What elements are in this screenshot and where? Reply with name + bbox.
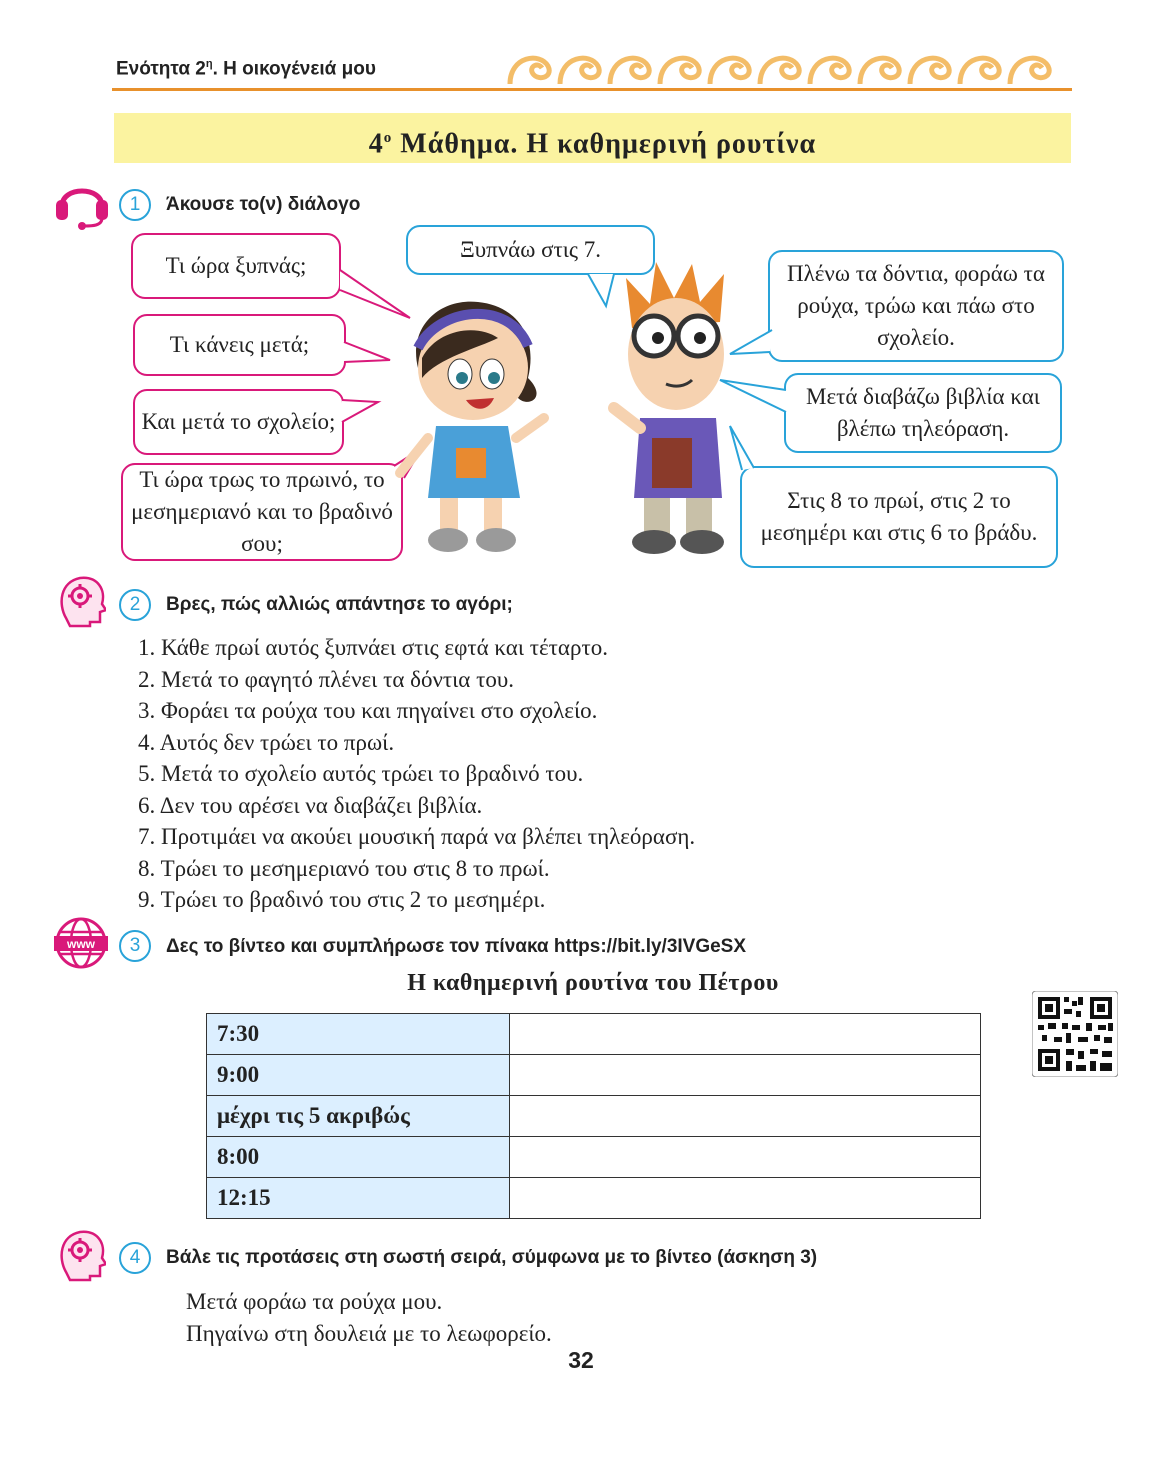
unit-rest: . Η οικογένειά μου	[212, 58, 376, 80]
answer-cell[interactable]	[510, 1014, 981, 1055]
lesson-title-text: Μάθημα. Η καθημερινή ρουτίνα	[392, 128, 817, 160]
task3-instruction: Δες το βίντεο και συμπλήρωσε τον πίνακα https://bit.ly/3IVGeSX	[166, 936, 747, 957]
www-globe-icon	[54, 916, 108, 970]
answer-cell[interactable]	[510, 1096, 981, 1137]
unit-sup: η	[205, 58, 213, 70]
table-row	[207, 1137, 981, 1178]
lesson-number-sup: ο	[383, 130, 393, 146]
boy-bubble-1: Ξυπνάω στις 7.	[406, 225, 655, 275]
girl-illustration	[378, 288, 558, 568]
order-sentence-2: Πηγαίνω στη δουλειά με το λεωφορείο.	[186, 1321, 552, 1346]
time-cell: 9:00	[207, 1055, 510, 1096]
head-gear-icon	[56, 1228, 106, 1282]
page-number: 32	[568, 1347, 594, 1373]
routine-table	[206, 1013, 981, 1219]
girl-bubble-4: Τι ώρα τρως το πρωινό, το μεσημεριανό και το βραδινό σου;	[121, 463, 403, 561]
time-cell: μέχρι τις 5 ακριβώς	[207, 1096, 510, 1137]
greek-key-wave-decoration	[500, 46, 1072, 88]
table-row	[207, 1055, 981, 1096]
boy-bubble-4: Στις 8 το πρωί, στις 2 το μεσημέρι και στις 6 το βράδυ.	[740, 466, 1058, 568]
task1-instruction: Άκουσε το(ν) διάλογο	[166, 194, 361, 215]
table-row	[207, 1178, 981, 1219]
list-item: 5. Μετά το σχολείο αυτός τρώει το βραδινό του.	[138, 761, 584, 786]
list-item: 8. Τρώει το μεσημεριανό του στις 8 το πρωί.	[138, 855, 550, 881]
list-item: 7. Προτιμάει να ακούει μουσική παρά να βλέπει τηλεόραση.	[138, 824, 696, 849]
list-item: 9. Τρώει το βραδινό του στις 2 το μεσημέρι.	[138, 887, 546, 912]
unit-prefix: Ενότητα 2	[116, 58, 206, 80]
task-number-4: 4	[119, 1242, 151, 1274]
task-number-2: 2	[119, 589, 151, 621]
list-item: 3. Φοράει τα ρούχα του και πηγαίνει στο σχολείο.	[138, 698, 598, 723]
task-number-1: 1	[119, 189, 151, 221]
answer-cell[interactable]	[510, 1055, 981, 1096]
boy-bubble-2: Πλένω τα δόντια, φοράω τα ρούχα, τρώω και πάω στο σχολείο.	[768, 250, 1064, 362]
head-gear-icon	[56, 574, 106, 628]
list-item: 1. Κάθε πρωί αυτός ξυπνάει στις εφτά και τέταρτο.	[138, 635, 608, 660]
girl-bubble-2: Τι κάνεις μετά;	[133, 314, 346, 376]
order-sentence-1: Μετά φοράω τα ρούχα μου.	[186, 1289, 443, 1314]
sentence-list	[138, 632, 695, 916]
boy-bubble-3: Μετά διαβάζω βιβλία και βλέπω τηλεόραση.	[784, 373, 1062, 453]
boy-illustration	[596, 258, 766, 568]
list-item: 2. Μετά το φαγητό πλένει τα δόντια του.	[138, 666, 514, 692]
list-item: 4. Αυτός δεν τρώει το πρωί.	[138, 729, 395, 755]
lesson-title	[114, 113, 1071, 169]
lesson-number: 4	[368, 128, 384, 160]
lesson-banner	[114, 113, 1071, 163]
table-title: Η καθημερινή ρουτίνα του Πέτρου	[407, 970, 779, 996]
answer-cell[interactable]	[510, 1178, 981, 1219]
list-item: 6. Δεν του αρέσει να διαβάζει βιβλία.	[138, 792, 483, 818]
answer-cell[interactable]	[510, 1137, 981, 1178]
time-cell: 12:15	[207, 1178, 510, 1219]
time-cell: 7:30	[207, 1014, 510, 1055]
svg-text:www: www	[66, 937, 96, 951]
task4-instruction: Βάλε τις προτάσεις στη σωστή σειρά, σύμφωνα με το βίντεο (άσκηση 3)	[166, 1247, 818, 1268]
task2-instruction: Βρες, πώς αλλιώς απάντησε το αγόρι;	[166, 594, 513, 615]
girl-bubble-3: Και μετά το σχολείο;	[133, 389, 344, 455]
girl-bubble-1: Τι ώρα ξυπνάς;	[131, 233, 341, 299]
task-number-3: 3	[119, 930, 151, 962]
time-cell: 8:00	[207, 1137, 510, 1178]
headphones-icon	[54, 176, 110, 230]
header-rule	[112, 88, 1072, 91]
table-row	[207, 1014, 981, 1055]
table-row	[207, 1096, 981, 1137]
unit-title	[116, 58, 376, 80]
qr-code-icon[interactable]	[1032, 991, 1118, 1077]
